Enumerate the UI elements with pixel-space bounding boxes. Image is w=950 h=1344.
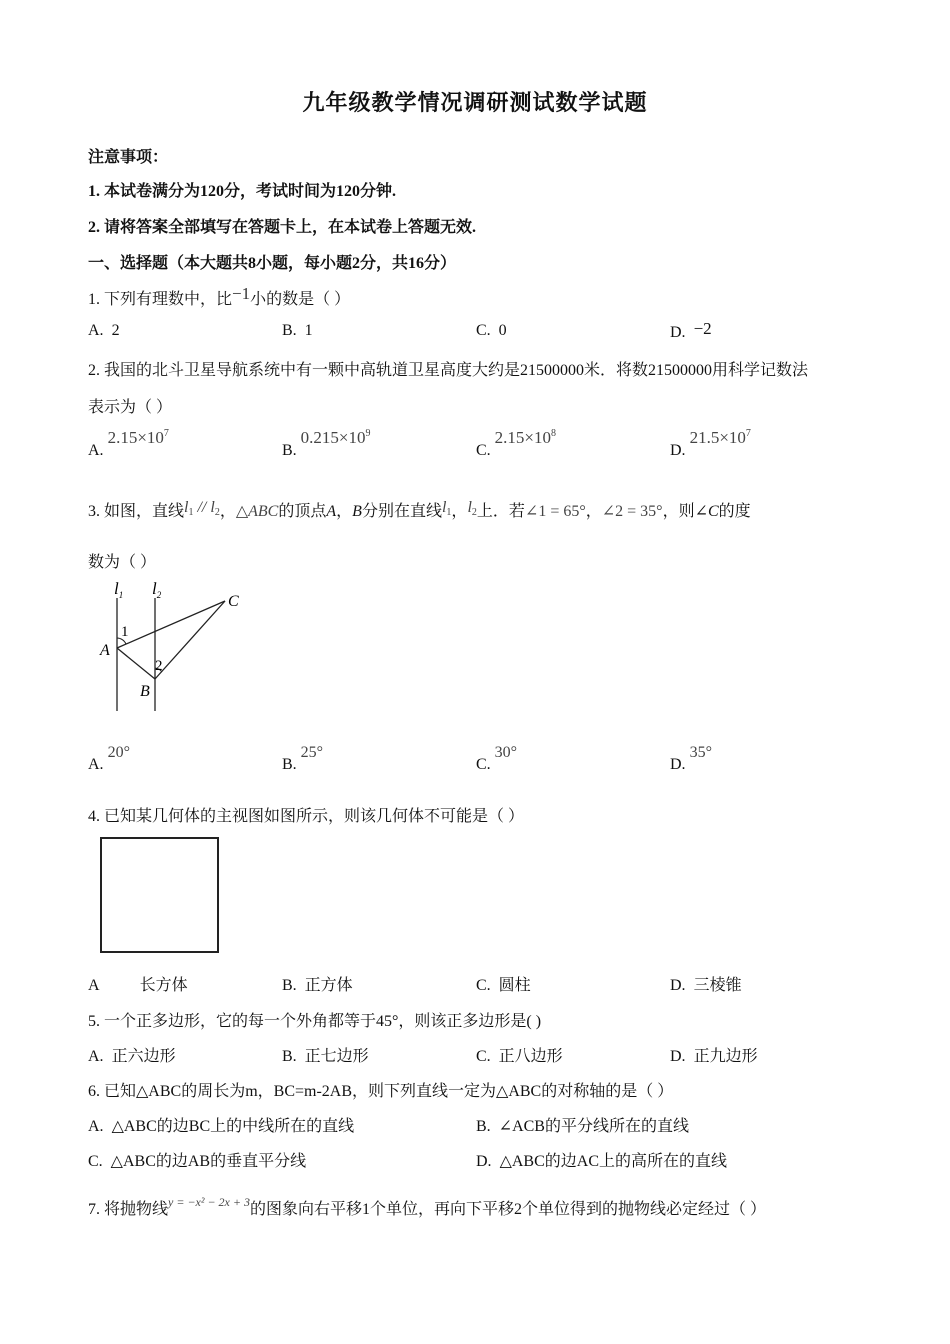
- q3-B: B: [352, 503, 362, 520]
- question-5-stem: 5. 一个正多边形，它的每一个外角都等于45°，则该正多边形是( ): [88, 1013, 542, 1030]
- q3-l2-sub: 2: [471, 507, 477, 518]
- q3-l1-sub: 1: [446, 507, 452, 518]
- option-label: A.: [88, 1048, 104, 1065]
- q5-option-b[interactable]: [282, 1043, 369, 1066]
- option-value: [690, 428, 751, 447]
- q3-text: ，: [451, 503, 468, 520]
- question-2-stem-line2: 表示为（ ）: [88, 399, 173, 416]
- option-value: 25°: [300, 744, 324, 761]
- q1-option-c[interactable]: [476, 322, 507, 340]
- option-label: D.: [670, 756, 686, 773]
- label-A: A: [100, 642, 110, 659]
- question-3-stem-line1: [88, 498, 751, 522]
- option-label: D.: [670, 442, 686, 459]
- q6-option-d[interactable]: [476, 1148, 727, 1171]
- q3-l2: [467, 499, 476, 516]
- label-l2: $l_2$: [152, 579, 162, 600]
- q5-option-d[interactable]: [670, 1043, 758, 1066]
- q3-text: 上．若: [476, 503, 525, 520]
- q1-option-b[interactable]: [282, 322, 313, 340]
- q3-text: ，: [585, 503, 602, 520]
- page-title: 九年级教学情况调研测试数学试题: [302, 90, 648, 115]
- option-value: ∠ACB的平分线所在的直线: [498, 1118, 689, 1135]
- q3-option-d[interactable]: [670, 744, 712, 774]
- option-label: C.: [88, 1153, 103, 1170]
- option-label: C.: [476, 756, 491, 773]
- option-value: △ABC的边BC上的中线所在的直线: [111, 1118, 355, 1135]
- option-label: B.: [282, 756, 297, 773]
- q3-text: ，: [336, 503, 353, 520]
- q3-l2-sub: 2: [214, 507, 220, 518]
- option-label: A.: [88, 1118, 104, 1135]
- q3-text: ，则: [662, 503, 695, 520]
- option-value: △ABC的边AC上的高所在的直线: [499, 1153, 727, 1170]
- question-2-stem-line1: 2. 我国的北斗卫星导航系统中有一颗中高轨道卫星高度大约是21500000米．将数21500000用科学记数法: [88, 362, 809, 379]
- option-exp: 7: [745, 428, 751, 439]
- q3-triangle: △ABC: [235, 503, 279, 520]
- option-label: C.: [476, 322, 491, 339]
- q6-option-c[interactable]: [88, 1148, 306, 1171]
- option-value: 正七边形: [304, 1048, 369, 1065]
- q1-stem-b: 小的数是（ ）: [250, 291, 351, 308]
- question-6-stem: 6. 已知△ABC的周长为m，BC=m-2AB，则下列直线一定为△ABC的对称轴的是（ ）: [88, 1083, 674, 1100]
- q3-l1-sub: 1: [188, 507, 194, 518]
- option-base: 2.15×10: [107, 428, 164, 447]
- q3-text: ，: [219, 503, 236, 520]
- segment-BC: [155, 601, 225, 679]
- segment-AC: [117, 601, 225, 648]
- q1-option-a[interactable]: [88, 322, 120, 340]
- option-value: 0: [498, 322, 507, 339]
- label-angle-1: 1: [121, 624, 129, 640]
- option-value: 圆柱: [498, 977, 531, 994]
- label-B: B: [140, 683, 150, 700]
- option-label: B.: [476, 1118, 491, 1135]
- option-label: D.: [670, 1048, 686, 1065]
- label-C: C: [228, 593, 239, 610]
- q3-text: 3. 如图，直线: [88, 503, 185, 520]
- question-7-stem: [88, 1196, 766, 1219]
- option-value: 35°: [689, 744, 712, 761]
- label-angle-2: 2: [155, 658, 163, 674]
- q3-l1-letter: l: [441, 499, 447, 516]
- q3-figure: [90, 578, 260, 718]
- section-heading: 一、选择题（本大题共8小题，每小题2分，共16分）: [88, 255, 457, 272]
- q3-text: 的顶点: [278, 503, 327, 520]
- segment-AB: [117, 648, 155, 679]
- option-value: 正方体: [304, 977, 353, 994]
- option-value: −2: [693, 319, 712, 338]
- option-value: [301, 428, 371, 447]
- option-label: D.: [476, 1153, 492, 1170]
- option-label: B.: [282, 977, 297, 994]
- q3-option-b[interactable]: [282, 744, 324, 774]
- q3-text: 的度: [718, 503, 751, 520]
- option-value: 30°: [494, 744, 518, 761]
- option-label: B.: [282, 1048, 297, 1065]
- q3-angle2: ∠2 = 35°: [601, 503, 663, 520]
- q5-option-a[interactable]: [88, 1043, 176, 1066]
- q3-l2: [210, 499, 219, 516]
- option-value: [495, 428, 556, 447]
- q3-option-a[interactable]: [88, 744, 130, 774]
- option-base: 2.15×10: [494, 428, 552, 447]
- option-label: A: [88, 977, 100, 994]
- option-label: C.: [476, 1048, 491, 1065]
- option-exp: 8: [551, 428, 557, 439]
- q1-math: −1: [232, 284, 251, 303]
- notes-heading: 注意事项：: [88, 149, 169, 166]
- question-4-stem: 4. 已知某几何体的主视图如图所示，则该几何体不可能是（ ）: [88, 808, 525, 825]
- q4-option-d[interactable]: [670, 972, 742, 995]
- question-3-stem-line2: 数为（ ）: [88, 554, 157, 571]
- option-value: 长方体: [139, 977, 188, 994]
- q6-option-a[interactable]: [88, 1113, 354, 1136]
- option-value: △ABC的边AB的垂直平分线: [110, 1153, 307, 1170]
- q7-text: 的图象向右平移1个单位，再向下平移2个单位得到的抛物线必定经过（ ）: [249, 1201, 766, 1218]
- option-label: D.: [670, 324, 686, 341]
- q3-angle1: ∠1 = 65°: [524, 503, 586, 520]
- q3-text: 分别在直线: [361, 503, 442, 520]
- q3-angleC: ∠C: [694, 503, 719, 520]
- q6-option-b[interactable]: [476, 1113, 689, 1136]
- option-exp: 9: [365, 428, 371, 439]
- option-label: D.: [670, 977, 686, 994]
- option-label: C.: [476, 442, 491, 459]
- q3-l2-letter: l: [467, 499, 472, 516]
- q7-text: 7. 将抛物线: [88, 1201, 169, 1218]
- q3-parallel: //: [193, 499, 211, 516]
- q4-front-view-square: [99, 836, 223, 956]
- q4-option-a[interactable]: [88, 972, 188, 995]
- note-item: 2. 请将答案全部填写在答题卡上，在本试卷上答题无效.: [88, 219, 477, 236]
- option-value: 2: [111, 322, 120, 339]
- q5-option-c[interactable]: [476, 1043, 563, 1066]
- option-value: 20°: [107, 744, 130, 761]
- option-base: 21.5×10: [689, 428, 746, 447]
- option-exp: 7: [163, 428, 169, 439]
- q4-option-b[interactable]: [282, 972, 353, 995]
- option-label: B.: [282, 322, 297, 339]
- option-value: 正六边形: [111, 1048, 176, 1065]
- q4-option-c[interactable]: [476, 972, 531, 995]
- q3-l1-letter: l: [184, 499, 189, 516]
- option-value: [108, 428, 169, 447]
- option-value: 三棱锥: [693, 977, 742, 994]
- q1-stem-a: 1. 下列有理数中，比: [88, 291, 233, 308]
- q7-formula: y = −x² − 2x + 3: [168, 1195, 250, 1209]
- note-item: 1. 本试卷满分为120分，考试时间为120分钟.: [88, 183, 397, 200]
- label-l1: $l_1$: [114, 579, 124, 600]
- option-value: 正九边形: [693, 1048, 758, 1065]
- option-base: 0.215×10: [300, 428, 366, 447]
- option-label: C.: [476, 977, 491, 994]
- q3-l2-letter: l: [210, 499, 215, 516]
- option-label: A.: [88, 442, 104, 459]
- q3-option-c[interactable]: [476, 744, 518, 774]
- option-value: 正八边形: [498, 1048, 563, 1065]
- q3-A: A: [326, 503, 337, 520]
- option-label: A.: [88, 756, 104, 773]
- q3-l1: [442, 499, 451, 516]
- option-label: A.: [88, 322, 104, 339]
- option-label: B.: [282, 442, 297, 459]
- square-shape: [101, 838, 218, 952]
- q1-option-d[interactable]: [670, 319, 712, 342]
- option-value: 1: [304, 322, 313, 339]
- question-1-stem: [88, 286, 350, 309]
